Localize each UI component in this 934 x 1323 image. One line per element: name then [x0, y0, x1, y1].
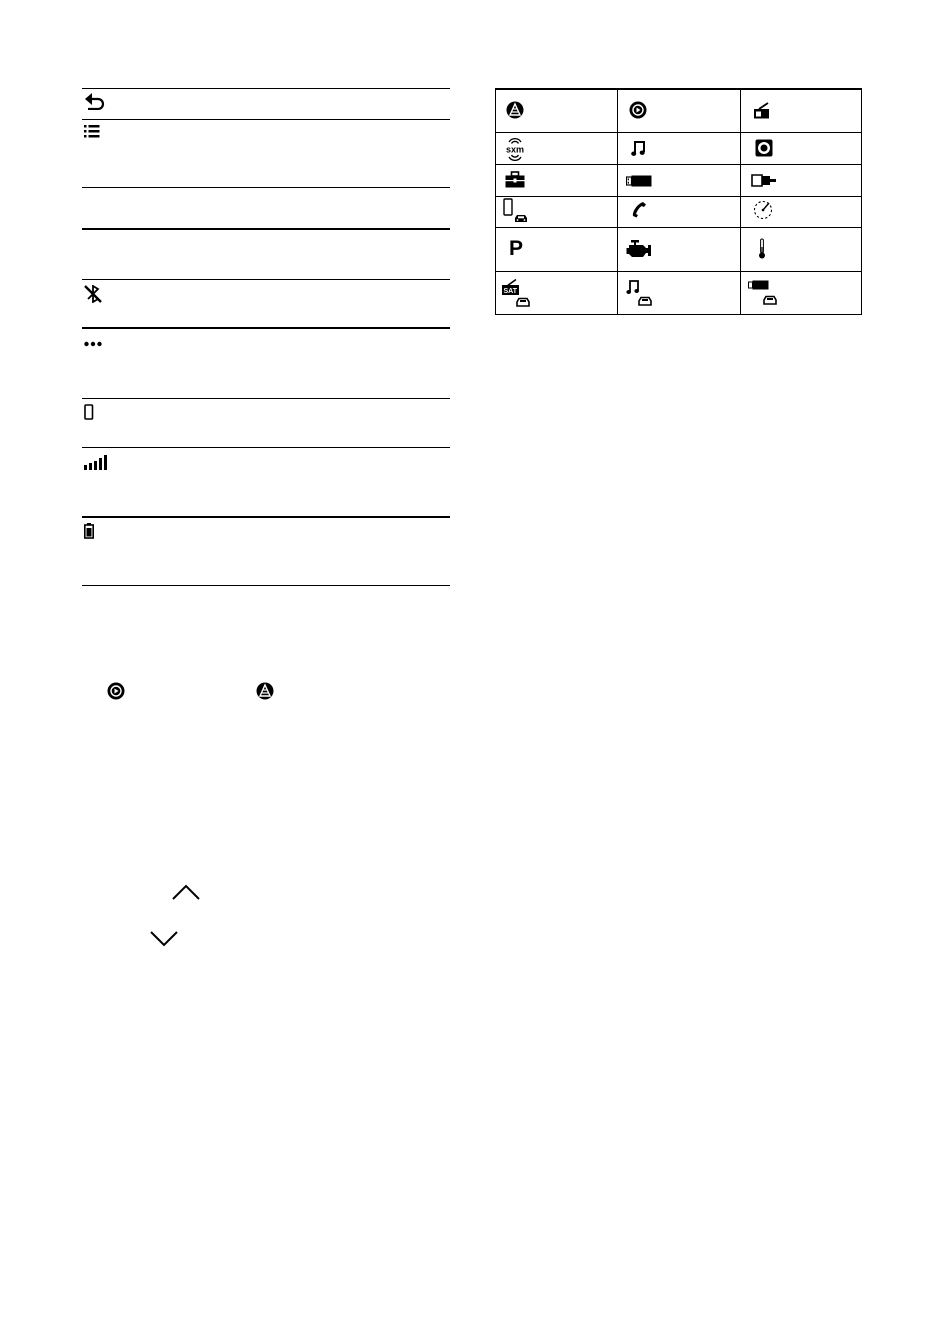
table-rule — [82, 88, 450, 89]
table-rule — [82, 327, 450, 329]
android-auto-icon — [506, 101, 524, 119]
usb-car-icon — [748, 280, 780, 306]
table-rule — [82, 119, 450, 120]
chevron-up-icon[interactable] — [171, 883, 201, 901]
signal-strength-icon — [84, 455, 110, 470]
speaker-icon — [755, 139, 773, 157]
table-rule — [82, 398, 450, 399]
phone-car-icon — [503, 198, 531, 224]
clock-gauge-icon — [753, 200, 773, 220]
bluetooth-off-icon[interactable] — [84, 285, 102, 303]
table-rule — [82, 279, 450, 280]
table-rule — [82, 228, 450, 230]
grid-rule — [496, 271, 861, 272]
radio-icon — [753, 102, 771, 119]
sat-radio-car-icon — [501, 278, 533, 308]
table-rule — [82, 516, 450, 518]
engine-icon — [626, 239, 652, 259]
grid-rule — [496, 164, 861, 165]
chevron-down-icon[interactable] — [149, 930, 179, 948]
grid-rule — [496, 132, 861, 133]
hdmi-plug-icon — [751, 173, 777, 188]
table-rule — [82, 447, 450, 448]
parking-icon — [508, 236, 524, 258]
icon-grid — [495, 88, 862, 315]
handset-icon — [631, 201, 647, 218]
table-rule — [82, 187, 450, 188]
phone-outline-icon — [84, 404, 94, 420]
music-car-icon — [626, 279, 656, 307]
usb-stick-icon — [626, 175, 652, 187]
table-rule — [82, 585, 450, 586]
android-auto-icon — [256, 682, 274, 700]
grid-rule — [496, 227, 861, 228]
parking-text: P — [509, 237, 524, 258]
apple-carplay-icon — [629, 101, 647, 119]
siriusxm-text: sxm — [505, 144, 525, 155]
thermometer-icon — [758, 238, 766, 260]
battery-icon — [84, 523, 94, 539]
grid-col-rule — [740, 90, 741, 314]
toolbox-icon — [505, 171, 525, 188]
grid-rule — [496, 196, 861, 197]
sat-text: SAT — [503, 288, 517, 295]
more-options-icon[interactable] — [84, 341, 102, 347]
grid-col-rule — [617, 90, 618, 314]
music-note-icon — [631, 140, 645, 157]
siriusxm-icon — [502, 137, 528, 161]
back-arrow-icon[interactable] — [84, 92, 106, 110]
apple-carplay-icon — [107, 682, 125, 700]
list-menu-icon[interactable] — [84, 124, 100, 139]
